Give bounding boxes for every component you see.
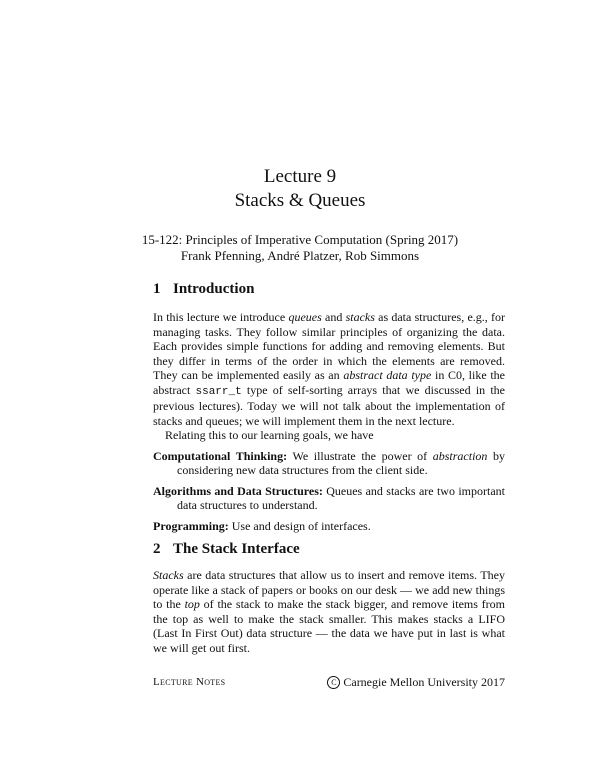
section-stack-interface: [153, 540, 505, 655]
goal-item: Computational Thinking: We illustrate the power of abstraction by considering new data structures from the client side.: [153, 448, 506, 477]
copyright-icon: C: [327, 676, 340, 689]
intro-paragraph: In this lecture we introduce queues and stacks as data structures, e.g., for managing tasks. They follow similar principles of organizing the data. Each provides simple functions for adding and removing elements. But they differ in terms of the order in which the elements are removed. They can be implemented easily as an abstract data type in C0, like the abstract ssarr_t type of self-sorting arrays that we discussed in the previous lectures). Today we will not talk about the implementation of stacks and queues; we will implement them in the next lecture.: [153, 310, 505, 428]
footer-lecture-notes: Lecture Notes: [153, 676, 226, 688]
goal-item: Algorithms and Data Structures: Queues and stacks are two important data structures to understand.: [153, 483, 505, 512]
title-block: [0, 166, 600, 264]
goal-term: Algorithms and Data Structures:: [153, 483, 323, 498]
section-title: The Stack Interface: [173, 541, 300, 557]
goal-term: Programming:: [153, 518, 229, 533]
section-number: 1: [153, 281, 161, 297]
lecture-title: Stacks & Queues: [234, 190, 366, 211]
section-introduction: [153, 280, 505, 533]
authors-line: Frank Pfenning, André Platzer, Rob Simmons: [180, 248, 420, 263]
section-heading: [153, 540, 505, 558]
goals-intro-paragraph: Relating this to our learning goals, we have: [165, 428, 374, 442]
stack-paragraph: Stacks are data structures that allow us to insert and remove items. They operate like a stack of papers or books on our desk — we add new things to the top of the stack to make the stack bigger, and remove items from the top as well to make the stack smaller. This makes stacks a LIFO (Last In First Out) data structure — the data we have put in last is what we will get out first.: [153, 568, 505, 655]
section-heading: [153, 280, 505, 298]
course-line: 15-122: Principles of Imperative Computation (Spring 2017): [141, 232, 459, 247]
section-number: 2: [153, 541, 161, 557]
inline-code: ssarr_t: [195, 385, 242, 398]
section-title: Introduction: [173, 281, 255, 297]
goal-term: Computational Thinking:: [153, 448, 288, 463]
goal-item: Programming: Use and design of interfaces.: [153, 518, 371, 533]
lecture-number: Lecture 9: [263, 166, 337, 187]
footer-copyright: C Carnegie Mellon University 2017: [327, 675, 505, 690]
